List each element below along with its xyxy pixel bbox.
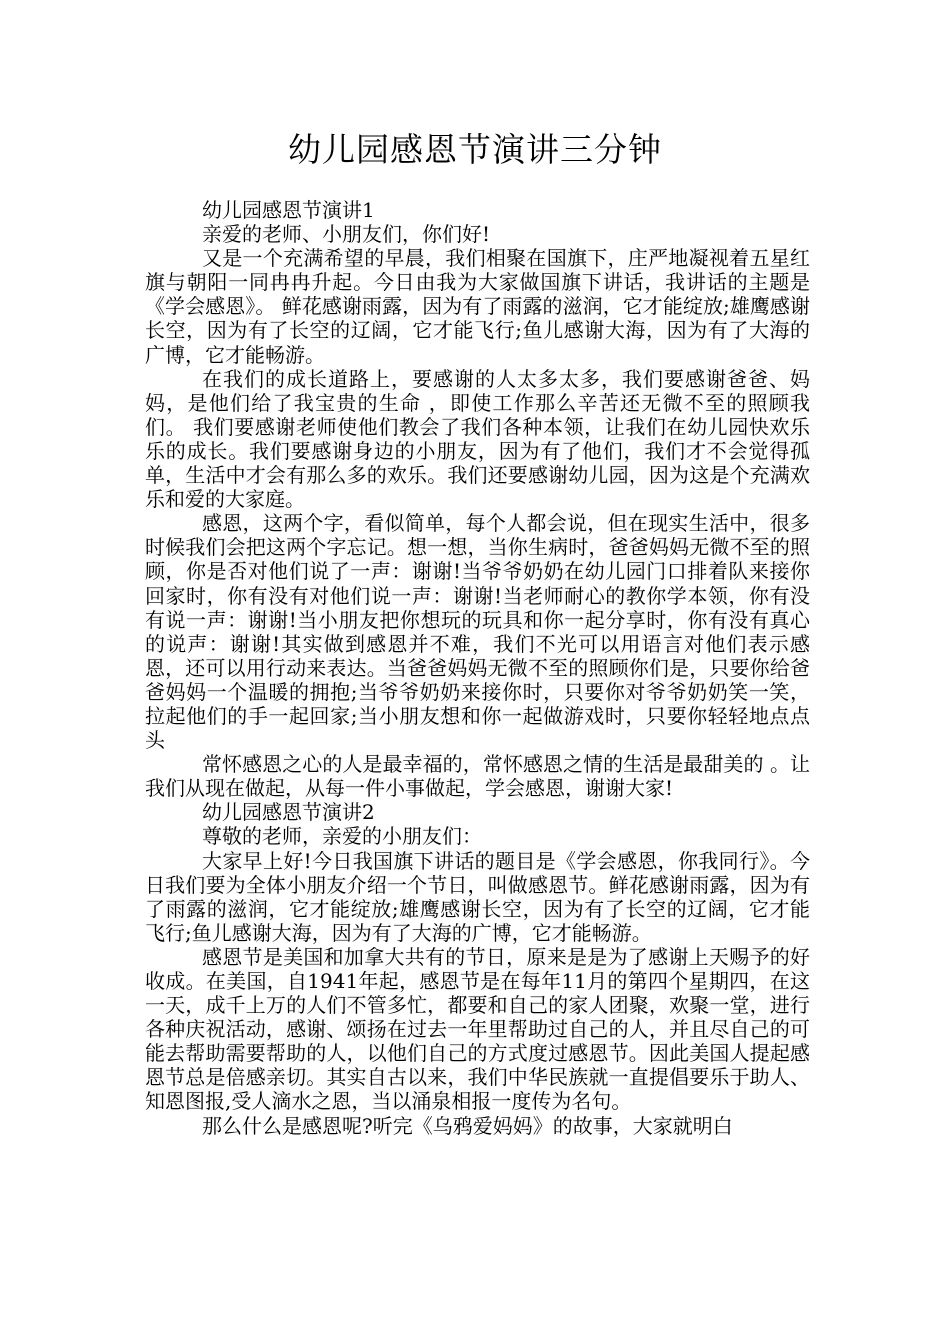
speech-1-paragraph: 在我们的成长道路上，要感谢的人太多太多，我们要感谢爸爸、妈妈，是他们给了我宝贵的生命 ，即使工作那么辛苦还无微不至的照顾我们。 我们要感谢老师使他们教会了我们各种本领，让我们在幼儿园快欢乐乐的成长。我们要感谢身边的小朋友，因为有了他们，我们才不会觉得孤单，生活中才会有那么多的欢乐。我们还要感谢幼儿园，因为这是个充满欢乐和爱的大家庭。 xyxy=(145,366,810,512)
speech-2-paragraph: 感恩节是美国和加拿大共有的节日，原来是是为了感谢上天赐予的好收成。在美国，自1941年起，感恩节是在每年11月的第四个星期四，在这一天，成千上万的人们不管多忙，都要和自己的家人团聚，欢聚一堂，进行各种庆祝活动，感谢、颂扬在过去一年里帮助过自己的人，并且尽自己的可能去帮助需要帮助的人，以他们自己的方式度过感恩节。因此美国人提起感恩节总是倍感亲切。其实自古以来，我们中华民族就一直提倡要乐于助人、知恩图报,受人滴水之恩，当以涌泉相报一度传为名句。 xyxy=(145,944,810,1114)
speech-2-paragraph: 那么什么是感恩呢?听完《乌鸦爱妈妈》的故事，大家就明白 xyxy=(202,1113,733,1138)
speech-1-greeting: 亲爱的老师、小朋友们，你们好! xyxy=(202,222,491,247)
speech-1-closing: 常怀感恩之心的人是最幸福的，常怀感恩之情的生活是最甜美的 。让我们从现在做起，从每一件小事做起，学会感恩，谢谢大家! xyxy=(145,752,810,801)
speech-2-greeting: 尊敬的老师，亲爱的小朋友们： xyxy=(202,824,482,849)
document-body xyxy=(145,198,810,1138)
speech-1-paragraph: 又是一个充满希望的早晨，我们相聚在国旗下，庄严地凝视着五星红旗与朝阳一同冉冉升起。今日由我为大家做国旗下讲话，我讲话的主题是《学会感恩》。 鲜花感谢雨露，因为有了雨露的滋润，它才能绽放;雄鹰感谢长空，因为有了长空的辽阔，它才能飞行;鱼儿感谢大海，因为有了大海的广博，它才能畅游。 xyxy=(145,246,810,367)
speech-2-paragraph: 大家早上好!今日我国旗下讲话的题目是《学会感恩，你我同行》。今日我们要为全体小朋友介绍一个节日，叫做感恩节。鲜花感谢雨露，因为有了雨露的滋润，它才能绽放;雄鹰感谢长空，因为有了长空的辽阔，它才能飞行;鱼儿感谢大海，因为有了大海的广博，它才能畅游。 xyxy=(145,848,810,945)
document-title: 幼儿园感恩节演讲三分钟 xyxy=(288,130,662,169)
speech-1-heading: 幼儿园感恩节演讲1 xyxy=(202,198,375,222)
speech-2-heading: 幼儿园感恩节演讲2 xyxy=(202,800,375,825)
speech-1-paragraph: 感恩，这两个字，看似简单，每个人都会说，但在现实生活中，很多时候我们会把这两个字忘记。想一想，当你生病时，爸爸妈妈无微不至的照顾，你是否对他们说了一声：谢谢!当爷爷奶奶在幼儿园门口排着队来接你回家时，你有没有对他们说一声：谢谢!当老师耐心的教你学本领，你有没有说一声：谢谢!当小朋友把你想玩的玩具和你一起分享时，你有没有真心的说声：谢谢!其实做到感恩并不难，我们不光可以用语言对他们表示感恩，还可以用行动来表达。当爸爸妈妈无微不至的照顾你们是，只要你给爸爸妈妈一个温暖的拥抱;当爷爷奶奶来接你时，只要你对爷爷奶奶笑一笑，拉起他们的手一起回家;当小朋友想和你一起做游戏时，只要你轻轻地点点头 xyxy=(145,511,810,753)
